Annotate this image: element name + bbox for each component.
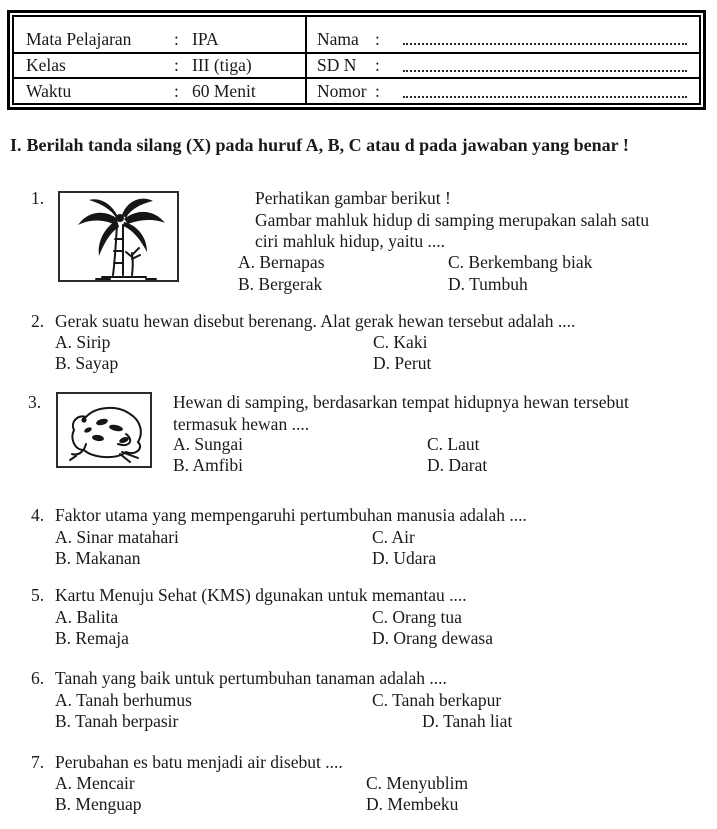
option-a: A. Bernapas [238,252,325,272]
school-label: SD N [317,55,357,75]
option-c: C. Orang tua [372,607,462,627]
question-number: 3. [28,392,42,412]
question-number: 5. [31,585,45,605]
section-instruction [10,135,629,156]
question-line: Hewan di samping, berdasarkan tempat hidupnya hewan tersebut [173,392,629,412]
option-d: D. Darat [427,455,488,475]
option-b: B. Makanan [55,548,141,568]
subject-cell [14,17,307,54]
question-line: termasuk hewan .... [173,413,310,434]
question-text [55,311,575,333]
option-c: C. Air [372,527,415,547]
time-label: Waktu [26,80,72,101]
question-line: Kartu Menuju Sehat (KMS) dgunakan untuk memantau .... [55,585,467,605]
option-a: A. Sinar matahari [55,527,179,547]
colon: : [174,29,179,49]
question-text [255,188,649,253]
question-text [173,392,629,435]
question-line: Perubahan es batu menjadi air disebut .... [55,752,343,772]
subject-label: Mata Pelajaran [26,29,132,49]
question-line: Faktor utama yang mempengaruhi pertumbuhan manusia adalah .... [55,505,527,525]
option-a: A. Sirip [55,332,111,352]
frog-image [56,392,152,468]
school-fill-in-line [403,69,687,72]
name-cell [307,17,699,54]
subject-value: IPA [192,29,219,49]
school-cell [307,54,699,79]
colon: : [375,80,380,101]
option-c: C. Laut [427,434,480,454]
option-c: C. Berkembang biak [448,252,593,272]
option-b: B. Amfibi [173,455,244,475]
option-c: C. Menyublim [366,773,469,793]
option-d: D. Orang dewasa [372,628,493,648]
option-a: A. Tanah berhumus [55,690,192,710]
time-value: 60 Menit [192,80,256,101]
class-value: III (tiga) [192,55,252,75]
option-a: A. Balita [55,607,119,627]
question-text [55,668,447,690]
frog-icon [58,394,150,466]
name-label: Nama [317,29,359,49]
colon: : [375,29,380,49]
question-number: 7. [31,752,45,772]
option-b: B. Sayap [55,353,119,373]
colon: : [375,55,380,75]
class-label: Kelas [26,55,66,75]
option-d: D. Tanah liat [422,711,513,731]
question-text [55,752,343,774]
option-d: D. Perut [373,353,432,373]
option-d: D. Udara [372,548,437,568]
class-cell [14,54,307,79]
option-b: B. Bergerak [238,274,323,294]
question-number: 2. [31,311,45,331]
question-text [55,505,527,527]
option-a: A. Mencair [55,773,135,793]
option-b: B. Menguap [55,794,142,814]
name-fill-in-line [403,42,687,45]
option-d: D. Membeku [366,794,459,814]
option-b: B. Tanah berpasir [55,711,179,731]
question-number: 4. [31,505,45,525]
question-line: ciri mahluk hidup, yaitu .... [255,231,446,251]
option-c: C. Tanah berkapur [372,690,502,710]
option-c: C. Kaki [373,332,428,352]
exam-header-table-inner [12,15,701,105]
question-text [55,585,467,607]
option-b: B. Remaja [55,628,129,648]
option-d: D. Tumbuh [448,274,528,294]
time-cell [14,79,307,103]
section-numeral: I. [10,135,22,155]
exam-header-table [7,10,706,110]
number-cell [307,79,699,103]
palm-tree-icon [60,193,177,280]
question-number: 6. [31,668,45,688]
question-line: Tanah yang baik untuk pertumbuhan tanaman adalah .... [55,668,447,688]
option-a: A. Sungai [173,434,243,454]
question-line: Perhatikan gambar berikut ! [255,188,451,208]
number-label: Nomor [317,80,367,101]
question-line: Gambar mahluk hidup di samping merupakan salah satu [255,209,650,230]
number-fill-in-line [403,95,687,98]
colon: : [174,80,179,101]
colon: : [174,55,179,75]
section-instruction-text: Berilah tanda silang (X) pada huruf A, B, C atau d pada jawaban yang benar ! [26,135,629,155]
palm-tree-image [58,191,179,282]
question-number: 1. [31,188,45,208]
question-line: Gerak suatu hewan disebut berenang. Alat gerak hewan tersebut adalah .... [55,311,576,331]
